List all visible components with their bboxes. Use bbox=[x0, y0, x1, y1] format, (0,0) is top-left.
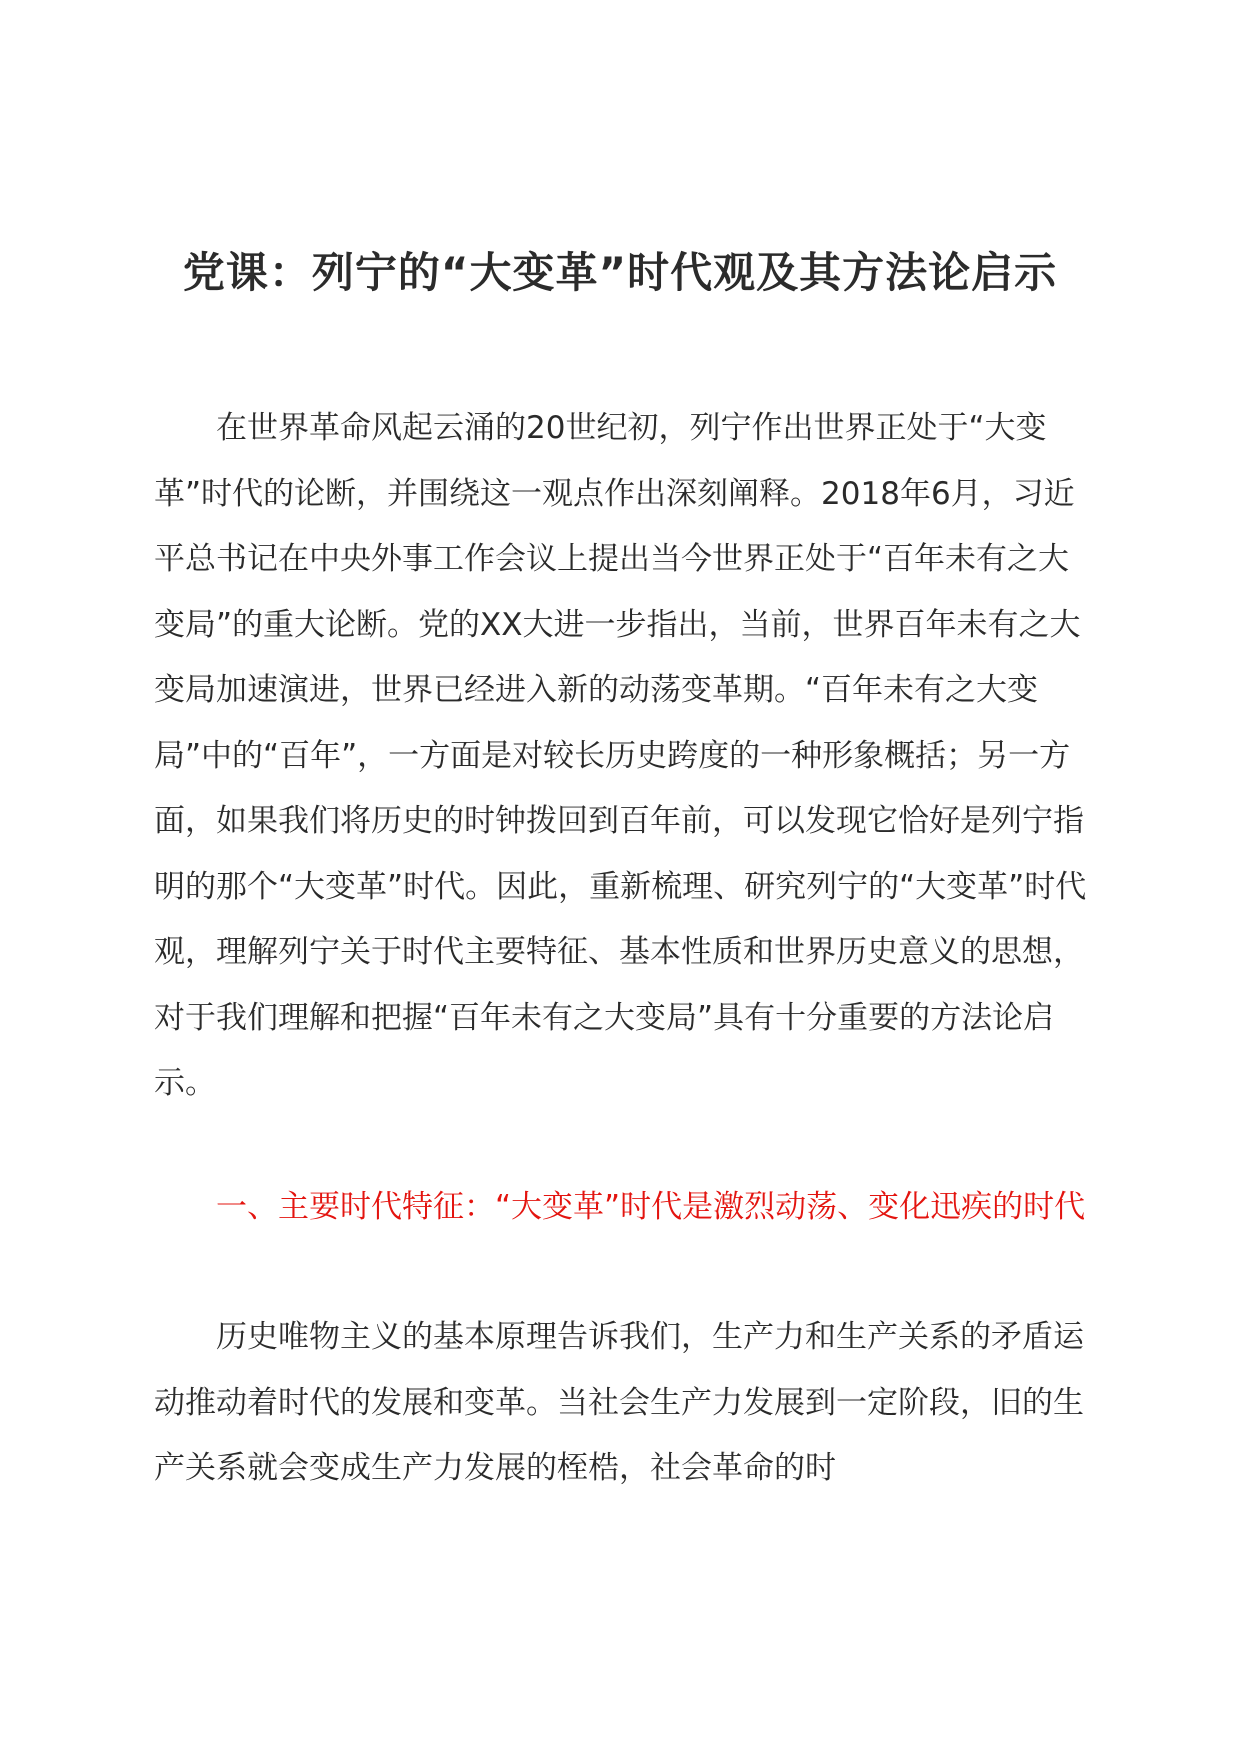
section-heading: 一、主要时代特征：“大变革”时代是激烈动荡、变化迅疾的时代 bbox=[216, 1189, 1086, 1225]
intro-paragraph: 在世界革命风起云涌的20世纪初，列宁作出世界正处于“大变革”时代的论断，并围绕这一观点作出深刻阐释。2018年6月，习近平总书记在中央外事工作会议上提出当今世界正处于“百年未有之大变局”的重大论断。党的XX大进一步指出，当前，世界百年未有之大变局加速演进，世界已经进入新的动荡变革期。“百年未有之大变局”中的“百年”，一方面是对较长历史跨度的一种形象概括；另一方面，如果我们将历史的时钟拨回到百年前，可以发现它恰好是列宁指明的那个“大变革”时代。因此，重新梳理、研究列宁的“大变革”时代观，理解列宁关于时代主要特征、基本性质和世界历史意义的思想，对于我们理解和把握“百年未有之大变局”具有十分重要的方法论启示。 bbox=[154, 410, 1087, 1101]
section-paragraph: 历史唯物主义的基本原理告诉我们，生产力和生产关系的矛盾运动推动着时代的发展和变革。当社会生产力发展到一定阶段，旧的生产关系就会变成生产力发展的桎梏，社会革命的时 bbox=[154, 1319, 1084, 1486]
document-title: 党课：列宁的“大变革”时代观及其方法论启示 bbox=[182, 248, 1058, 297]
